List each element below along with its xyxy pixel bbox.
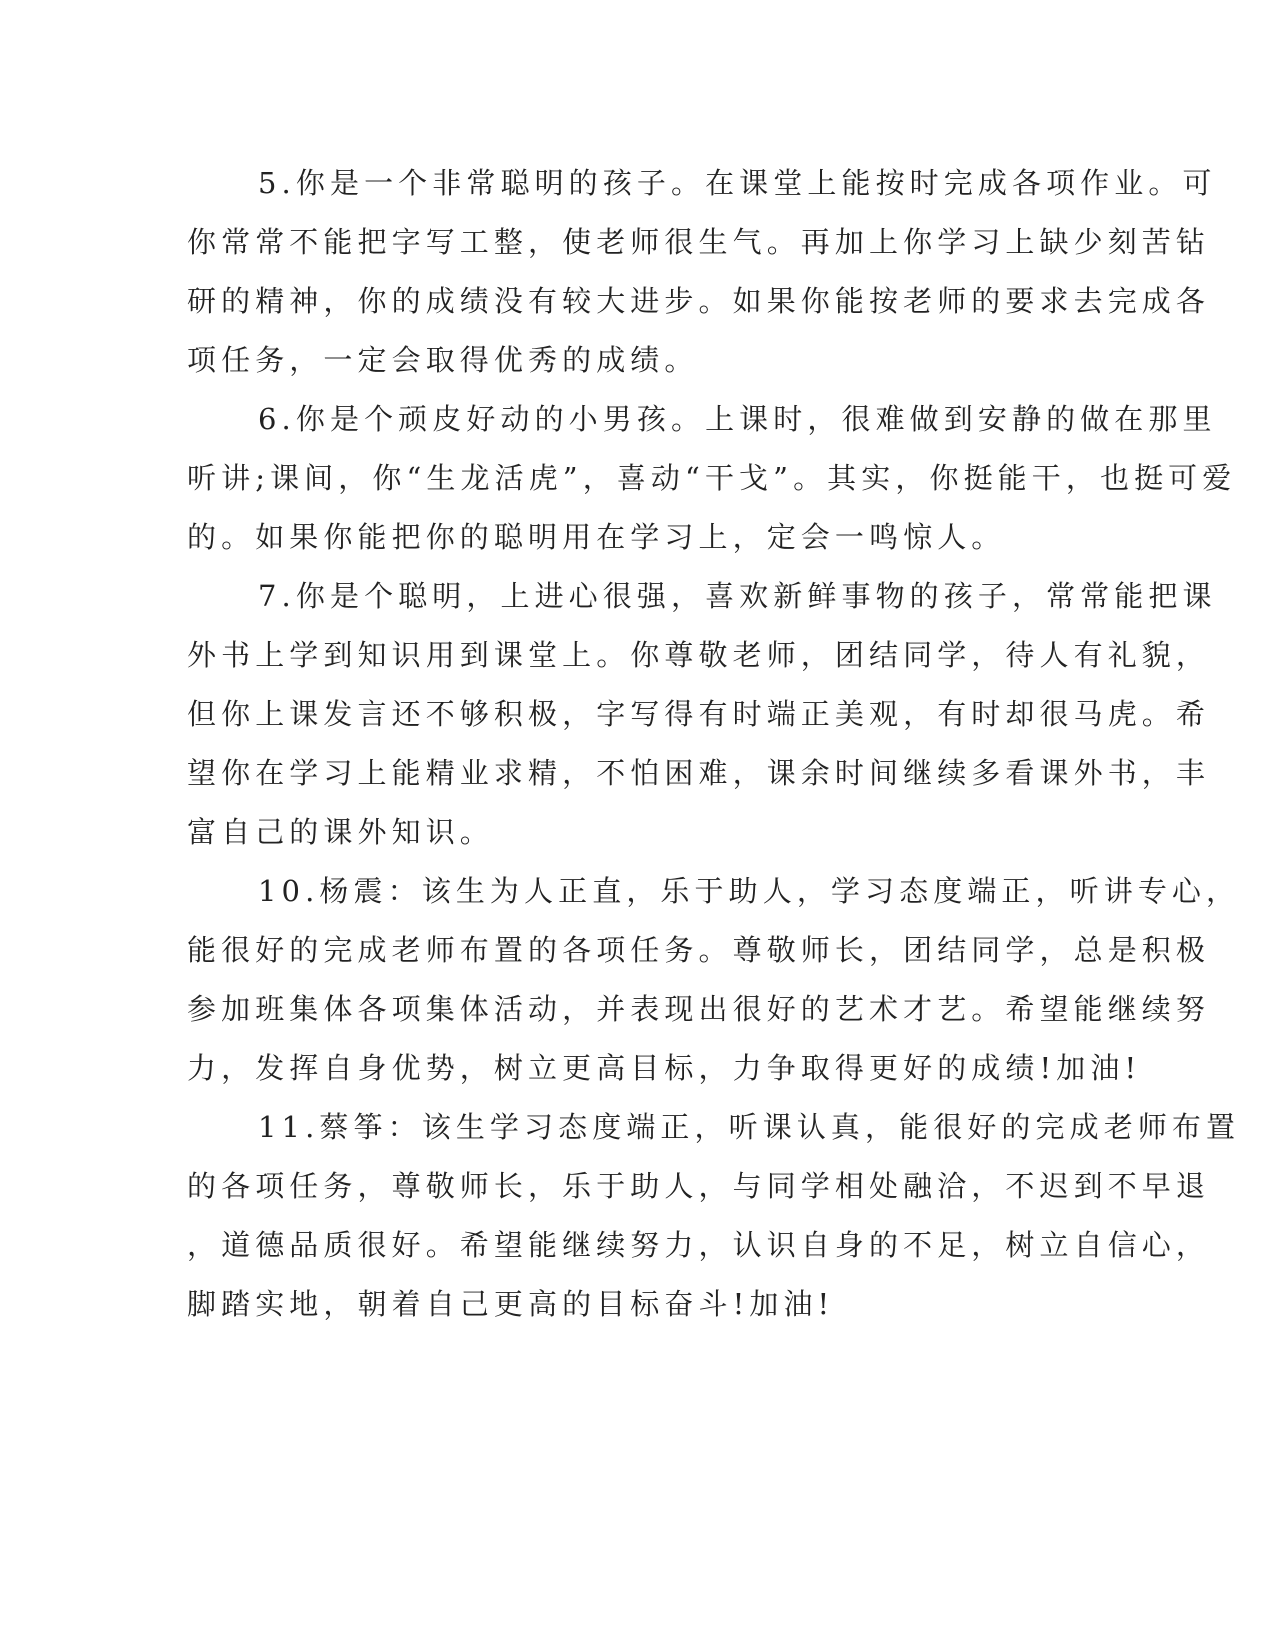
paragraph-11-line-3: ，道德品质很好。希望能继续努力，认识自身的不足，树立自信心，: [187, 1228, 1211, 1262]
paragraph-10-line-3: 参加班集体各项集体活动，并表现出很好的艺术才艺。希望能继续努: [187, 992, 1211, 1026]
paragraph-11-line-2: 的各项任务，尊敬师长，乐于助人，与同学相处融洽，不迟到不早退: [187, 1169, 1211, 1203]
paragraph-7-line-4: 望你在学习上能精业求精，不怕困难，课余时间继续多看课外书，丰: [187, 756, 1211, 790]
paragraph-11-line-4: 脚踏实地，朝着自己更高的目标奋斗!加油!: [187, 1287, 835, 1321]
paragraph-7-line-5: 富自己的课外知识。: [187, 815, 494, 849]
paragraph-6-line-3: 的。如果你能把你的聪明用在学习上，定会一鸣惊人。: [187, 520, 1006, 554]
paragraph-7-line-2: 外书上学到知识用到课堂上。你尊敬老师，团结同学，待人有礼貌，: [187, 638, 1211, 672]
paragraph-5-line-4: 项任务，一定会取得优秀的成绩。: [187, 343, 699, 377]
paragraph-10-line-4: 力，发挥自身优势，树立更高目标，力争取得更好的成绩!加油!: [187, 1051, 1142, 1085]
paragraph-7-line-1: 7.你是个聪明，上进心很强，喜欢新鲜事物的孩子，常常能把课: [258, 579, 1217, 613]
paragraph-5-line-1: 5.你是一个非常聪明的孩子。在课堂上能按时完成各项作业。可: [258, 166, 1217, 200]
paragraph-6-line-2: 听讲;课间，你“生龙活虎”，喜动“干戈”。其实，你挺能干，也挺可爱: [187, 461, 1237, 495]
paragraph-7-line-3: 但你上课发言还不够积极，字写得有时端正美观，有时却很马虎。希: [187, 697, 1211, 731]
paragraph-10-line-2: 能很好的完成老师布置的各项任务。尊敬师长，团结同学，总是积极: [187, 933, 1211, 967]
paragraph-11-line-1: 11.蔡筝：该生学习态度端正，听课认真，能很好的完成老师布置: [258, 1110, 1241, 1144]
paragraph-5-line-3: 研的精神，你的成绩没有较大进步。如果你能按老师的要求去完成各: [187, 284, 1211, 318]
paragraph-5-line-2: 你常常不能把字写工整，使老师很生气。再加上你学习上缺少刻苦钻: [187, 225, 1211, 259]
paragraph-10-line-1: 10.杨震：该生为人正直，乐于助人，学习态度端正，听讲专心，: [258, 874, 1241, 908]
paragraph-6-line-1: 6.你是个顽皮好动的小男孩。上课时，很难做到安静的做在那里: [258, 402, 1217, 436]
